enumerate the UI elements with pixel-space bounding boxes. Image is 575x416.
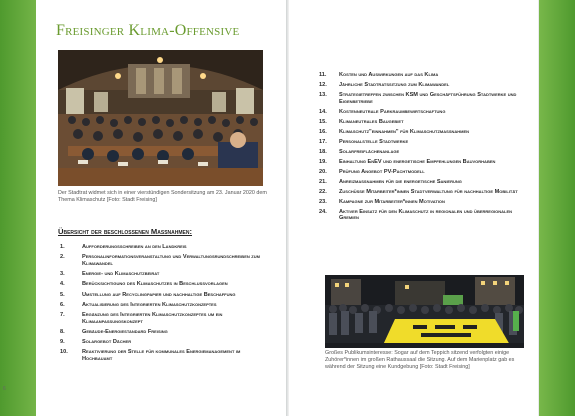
page-number: 6 [3, 386, 6, 392]
list-item: 20. Prüfung Angebot PV-Pachtmodell [319, 168, 425, 175]
list-item: 4. Berücksichtigung des Klimaschutzes in Beschlussvorlagen [60, 281, 228, 288]
right-page [289, 0, 538, 416]
measures-section-title: Übersicht der beschlossenen Maßnahmen: [58, 227, 193, 236]
list-item: 3. Energie- und Klimaschutzbeirat [60, 271, 160, 278]
list-item: 1. Aufforderungsschreiben an den Landkreis [60, 244, 187, 250]
list-item: 19. Einhaltung EnEV und energetische Empfehlungen Bauvorhaben [319, 158, 496, 165]
measures-list-left [60, 244, 265, 366]
list-item: 10. Reaktivierung der Stelle für kommunales Energiemanagement im Hochbauamt [60, 349, 241, 363]
list-item: 11. Kosten und Auswirkungen auf das Klima [319, 72, 439, 78]
document-title: Freisinger Klima-Offensive [56, 22, 240, 39]
list-item: 7. Ergänzung des Integrierten Klimaschutzkonzeptes um ein Klimaanpassungskonzept [60, 311, 223, 325]
town-square-illustration [325, 275, 524, 348]
list-item: 18. Solarfreiflächenanlage [319, 148, 400, 155]
council-hall-photo [58, 50, 263, 186]
list-item: 16. Klimaschutz"einnahmen" für Klimaschutzmaßnahmen [319, 128, 470, 135]
list-item: 15. Klimaneutrales Baugebiet [319, 118, 404, 125]
list-item: 5. Umstellung auf Recyclingpapier und nachhaltige Beschaffung [60, 291, 236, 298]
list-item: 6. Aktualisierung des Integrierten Klimaschutzkonzeptes [60, 301, 217, 308]
list-item: 17. Personalstelle Stadtwerke [319, 138, 409, 145]
left-page [36, 0, 286, 416]
left-green-border [0, 0, 40, 416]
council-hall-photo-caption: Der Stadtrat widmet sich in einer vierstündigen Sondersitzung am 23. Januar 2020 dem Thema Klimaschutz [Foto: Stadt Freising] [58, 190, 267, 203]
list-item: 24. Aktiver Einsatz für den Klimaschutz in regionalen und überregionalen Gremien [319, 208, 513, 222]
list-item: 21. Anreizmaßnahmen für die energetische Sanierung [319, 178, 462, 185]
town-square-photo [325, 275, 524, 348]
list-item: 13. Strategietreffen zwischen KSM und Geschäftsführung Stadtwerke und Eigenbetriebe [319, 91, 517, 105]
list-item: 22. Zuschüsse Mitarbeiter*innen Stadtverwaltung für nachhaltige Mobilität [319, 188, 518, 195]
measures-list-right [319, 72, 529, 225]
list-item: 23. Kampagne zur Mitarbeiter*innen Motivation [319, 198, 445, 205]
list-item: 2. Personalinformationsveranstaltung und Verwaltungsrundschreiben zum Klimawandel [60, 254, 260, 267]
council-hall-illustration [58, 50, 263, 186]
right-green-border [539, 0, 575, 416]
list-item: 14. Kostenneutrale Parkraumbewirtschaftung [319, 108, 446, 115]
list-item: 9. Solargebot Dächer [60, 339, 132, 346]
town-square-photo-caption: Großes Publikumsinteresse: Sogar auf dem Teppich sitzend verfolgten einige Zuhörer*innen im großen Rathaussaal die Sitzung. Auf dem Marienplatz gab es während der Sitzung eine Kundgebung [Foto: Stadt Freising] [325, 350, 515, 370]
list-item: 12. Jährliche Stadtratssitzung zum Klimawandel [319, 81, 450, 88]
list-item: 8. Gebäude-Energiestandard Freising [60, 328, 168, 335]
